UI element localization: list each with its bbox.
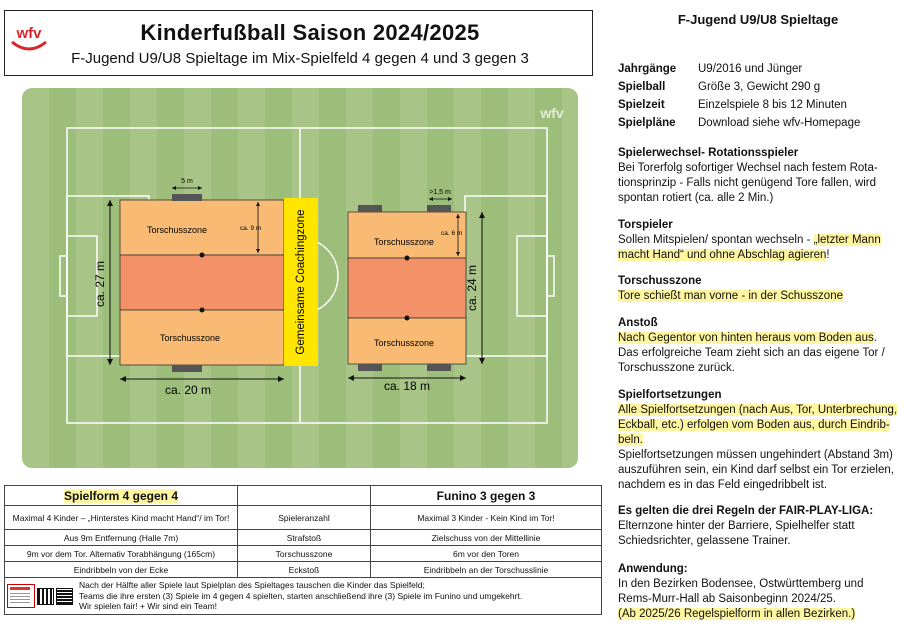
table-cell: Strafstoß xyxy=(238,530,371,546)
section-anstoss: Anstoß Nach Gegentor von hinten heraus vom Boden aus. Das erfolgreiche Team zieht sich an das eigene Tor / Torschusszone zurück. xyxy=(618,317,885,374)
goal-bottom-left-3v3 xyxy=(358,364,382,371)
zone-label: Torschusszone xyxy=(373,237,435,247)
field-length-label: ca. 27 m xyxy=(93,260,107,308)
document-thumbnail-icon xyxy=(7,584,35,608)
field-3v3 xyxy=(348,189,485,393)
field-watermark: wfv xyxy=(540,105,564,121)
table-cell: Torschusszone xyxy=(238,546,371,562)
section-torschusszone: Torschusszone Tore schießt man vorne - in der Schusszone xyxy=(618,275,843,302)
football-field xyxy=(22,88,578,468)
zone-depth-label: ca. 9 m xyxy=(240,225,262,232)
table-cell: 6m vor den Toren xyxy=(371,546,602,562)
footer-line: Wir spielen fair! + Wir sind ein Team! xyxy=(79,601,218,612)
goal-top-left xyxy=(172,194,202,201)
table-cell: Eckstoß xyxy=(238,562,371,578)
table-cell: 9m vor dem Tor. Alternativ Torabhängung (165cm) xyxy=(5,546,238,562)
goal-width-label: 5 m xyxy=(181,178,193,185)
qr-code-icon[interactable] xyxy=(56,588,73,605)
footer-line: Teams die ihre ersten (3) Spiele im 4 gegen 4 spielten, starten anschließend ihre (3) Spiele im Funino und umgekehrt. xyxy=(79,590,523,601)
section-spielerwechsel: Spielerwechsel- Rotationsspieler Bei Torerfolg sofortiger Wechsel nach festem Rota- tionsprinzip - Falls nicht genügend Tore fallen, wird spontan rotiert (ca. alle 2 Min.) xyxy=(618,147,878,204)
info-row: Spielpläne Download siehe wfv-Homepage xyxy=(618,117,861,129)
table-cell: Eindribbeln an der Torschusslinie xyxy=(371,562,602,578)
logo-text: wfv xyxy=(16,25,42,42)
footer-line: Nach der Hälfte aller Spiele laut Spielplan des Spieltages tauschen die Kinder das Spielfeld; xyxy=(79,580,425,591)
field-width-label: ca. 18 m xyxy=(383,379,431,393)
table-cell: Eindribbeln von der Ecke xyxy=(5,562,238,578)
page-subtitle: F-Jugend U9/U8 Spieltage im Mix-Spielfeld 4 gegen 4 und 3 gegen 3 xyxy=(71,50,529,67)
goal-bottom-right-3v3 xyxy=(427,364,451,371)
qr-code-icon[interactable] xyxy=(37,588,54,605)
goal-top-left-3v3 xyxy=(358,205,382,212)
goal-top-right-3v3 xyxy=(427,205,451,212)
zone-label: Torschusszone xyxy=(146,225,208,235)
table-footer xyxy=(5,578,602,615)
info-row: Spielzeit Einzelspiele 8 bis 12 Minuten xyxy=(618,99,847,111)
field-width-label: ca. 20 m xyxy=(164,383,212,397)
info-row: Jahrgänge U9/2016 und Jünger xyxy=(618,63,803,75)
section-spielfortsetzungen: Spielfortsetzungen Alle Spielfortsetzungen (nach Aus, Tor, Unterbrechung, Eckball, etc.) erfolgen vom Boden aus, durch Eindrib- beln. Spielfortsetzungen müssen ungehindert (Abstand 3m) auszuführen sein, ein Kind darf selbst ein Tor erzielen, nachdem es in das Feld eingedribbelt ist. xyxy=(618,389,898,491)
coaching-zone-label: Gemeinsame Coachingzone xyxy=(295,209,308,355)
goal-gap-label: >1,5 m xyxy=(429,189,451,196)
table-cell: Zielschuss von der Mittellinie xyxy=(371,530,602,546)
table-cell: Spieleranzahl xyxy=(238,506,371,530)
zone-label: Torschusszone xyxy=(159,333,221,343)
section-torspieler: Torspieler Sollen Mitspielen/ spontan wechseln - „letzter Mann macht Hand“ und ohne Abschlag agieren! xyxy=(618,219,881,261)
header-4v4: Spielform 4 gegen 4 xyxy=(5,486,238,506)
field-length-label: ca. 24 m xyxy=(465,264,479,312)
info-title: F-Jugend U9/U8 Spieltage xyxy=(677,12,839,27)
rules-table xyxy=(4,485,602,615)
section-anwendung: Anwendung: In den Bezirken Bodensee, Ostwürttemberg und Rems-Murr-Hall ab Saisonbeginn 2024/25. (Ab 2025/26 Regelspielform in allen Bezirken.) xyxy=(618,563,864,620)
page-title: Kinderfußball Saison 2024/2025 xyxy=(140,20,480,45)
goal-bottom-left xyxy=(172,365,202,372)
section-fairplay: Es gelten die drei Regeln der FAIR-PLAY-LIGA: Elternzone hinter der Barriere, Spielhelfer statt Schiedsrichter, gelassene Trainer. xyxy=(618,505,874,547)
zone-depth-label: ca. 6 m xyxy=(441,230,463,237)
table-cell: Maximal 3 Kinder - Kein Kind im Tor! xyxy=(371,506,602,530)
field-4v4 xyxy=(93,178,284,397)
table-cell: Aus 9m Entfernung (Halle 7m) xyxy=(5,530,238,546)
header-funino: Funino 3 gegen 3 xyxy=(371,486,602,506)
table-cell: Maximal 4 Kinder – „Hinterstes Kind macht Hand“/ im Tor! xyxy=(5,506,238,530)
zone-label: Torschusszone xyxy=(373,338,435,348)
wfv-logo xyxy=(8,20,50,52)
info-row: Spielball Größe 3, Gewicht 290 g xyxy=(618,81,821,93)
